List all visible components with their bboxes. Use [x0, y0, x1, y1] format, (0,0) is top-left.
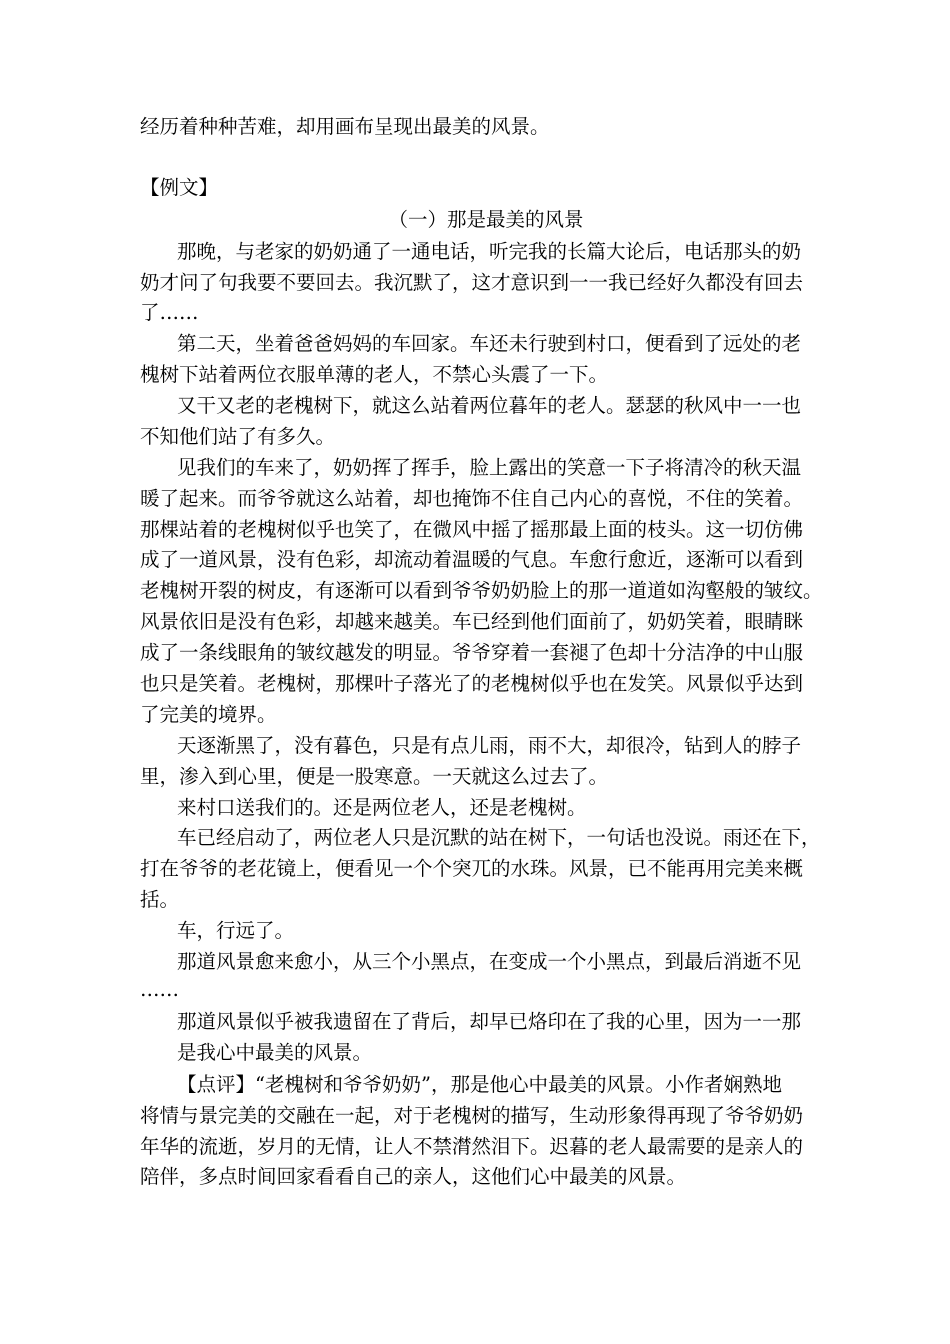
essay-line: 是我心中最美的风景。	[177, 1041, 373, 1064]
essay-line: 打在爷爷的老花镜上，便看见一个个突兀的水珠。风景，已不能再用完美来概	[140, 857, 804, 880]
essay-line: 车已经启动了，两位老人只是沉默的站在树下，一句话也没说。雨还在下，	[177, 826, 821, 849]
essay-line: 成了一道风景，没有色彩，却流动着温暖的气息。车愈行愈近，逐渐可以看到	[140, 548, 804, 571]
essay-line: 又干又老的老槐树下，就这么站着两位暮年的老人。瑟瑟的秋风中一一也	[177, 394, 802, 417]
essay-line: 车，行远了。	[177, 919, 295, 942]
essay-line: 那道风景愈来愈小，从三个小黑点，在变成一个小黑点，到最后消逝不见	[177, 950, 802, 973]
essay-line: 第二天，坐着爸爸妈妈的车回家。车还未行驶到村口，便看到了远处的老	[177, 332, 802, 355]
essay-line: 成了一条线眼角的皱纹越发的明显。爷爷穿着一套褪了色却十分洁净的中山服	[140, 641, 804, 664]
essay-line: 了完美的境界。	[140, 703, 277, 726]
essay-line: ……	[140, 978, 179, 1001]
comment-line: 年华的流逝，岁月的无情，让人不禁潸然泪下。迟暮的老人最需要的是亲人的	[140, 1135, 804, 1158]
essay-line: 那晚，与老家的奶奶通了一通电话，听完我的长篇大论后，电话那头的奶	[177, 240, 802, 263]
comment-line: 陪伴，多点时间回家看看自己的亲人，这他们心中最美的风景。	[140, 1165, 687, 1188]
essay-line: 来村口送我们的。还是两位老人，还是老槐树。	[177, 796, 587, 819]
essay-line: 里，渗入到心里，便是一股寒意。一天就这么过去了。	[140, 765, 609, 788]
essay-line: 也只是笑着。老槐树，那棵叶子落光了的老槐树似乎也在发笑。风景似乎达到	[140, 672, 804, 695]
essay-line: 见我们的车来了，奶奶挥了挥手，脸上露出的笑意一下子将清冷的秋天温	[177, 456, 802, 479]
intro-line: 经历着种种苦难，却用画布呈现出最美的风景。	[140, 115, 550, 138]
essay-line: 了……	[140, 301, 199, 324]
essay-line: 天逐渐黑了，没有暮色，只是有点儿雨，雨不大，却很冷，钻到人的脖子	[177, 734, 802, 757]
essay-line: 奶才问了句我要不要回去。我沉默了，这才意识到一一我已经好久都没有回去	[140, 271, 804, 294]
essay-line: 那棵站着的老槐树似乎也笑了，在微风中摇了摇那最上面的枝头。这一切仿佛	[140, 518, 804, 541]
essay-line: 风景依旧是没有色彩，却越来越美。车已经到他们面前了，奶奶笑着，眼睛眯	[140, 610, 804, 633]
essay-title: （一）那是最美的风景	[388, 208, 584, 231]
essay-line: 老槐树开裂的树皮，有逐渐可以看到爷爷奶奶脸上的那一道道如沟壑般的皱纹。	[140, 579, 823, 602]
essay-line: 括。	[140, 888, 180, 911]
essay-line: 不知他们站了有多久。	[140, 425, 336, 448]
essay-line: 暖了起来。而爷爷就这么站着，却也掩饰不住自己内心的喜悦，不住的笑着。	[140, 487, 804, 510]
example-heading: 【例文】	[140, 176, 219, 199]
comment-line: 将情与景完美的交融在一起，对于老槐树的描写，生动形象得再现了爷爷奶奶	[140, 1104, 804, 1127]
comment-line: 【点评】“老槐树和爷爷奶奶”，那是他心中最美的风景。小作者娴熟地	[177, 1073, 782, 1096]
essay-line: 槐树下站着两位衣服单薄的老人，不禁心头震了一下。	[140, 363, 609, 386]
essay-line: 那道风景似乎被我遗留在了背后，却早已烙印在了我的心里，因为一一那	[177, 1010, 802, 1033]
